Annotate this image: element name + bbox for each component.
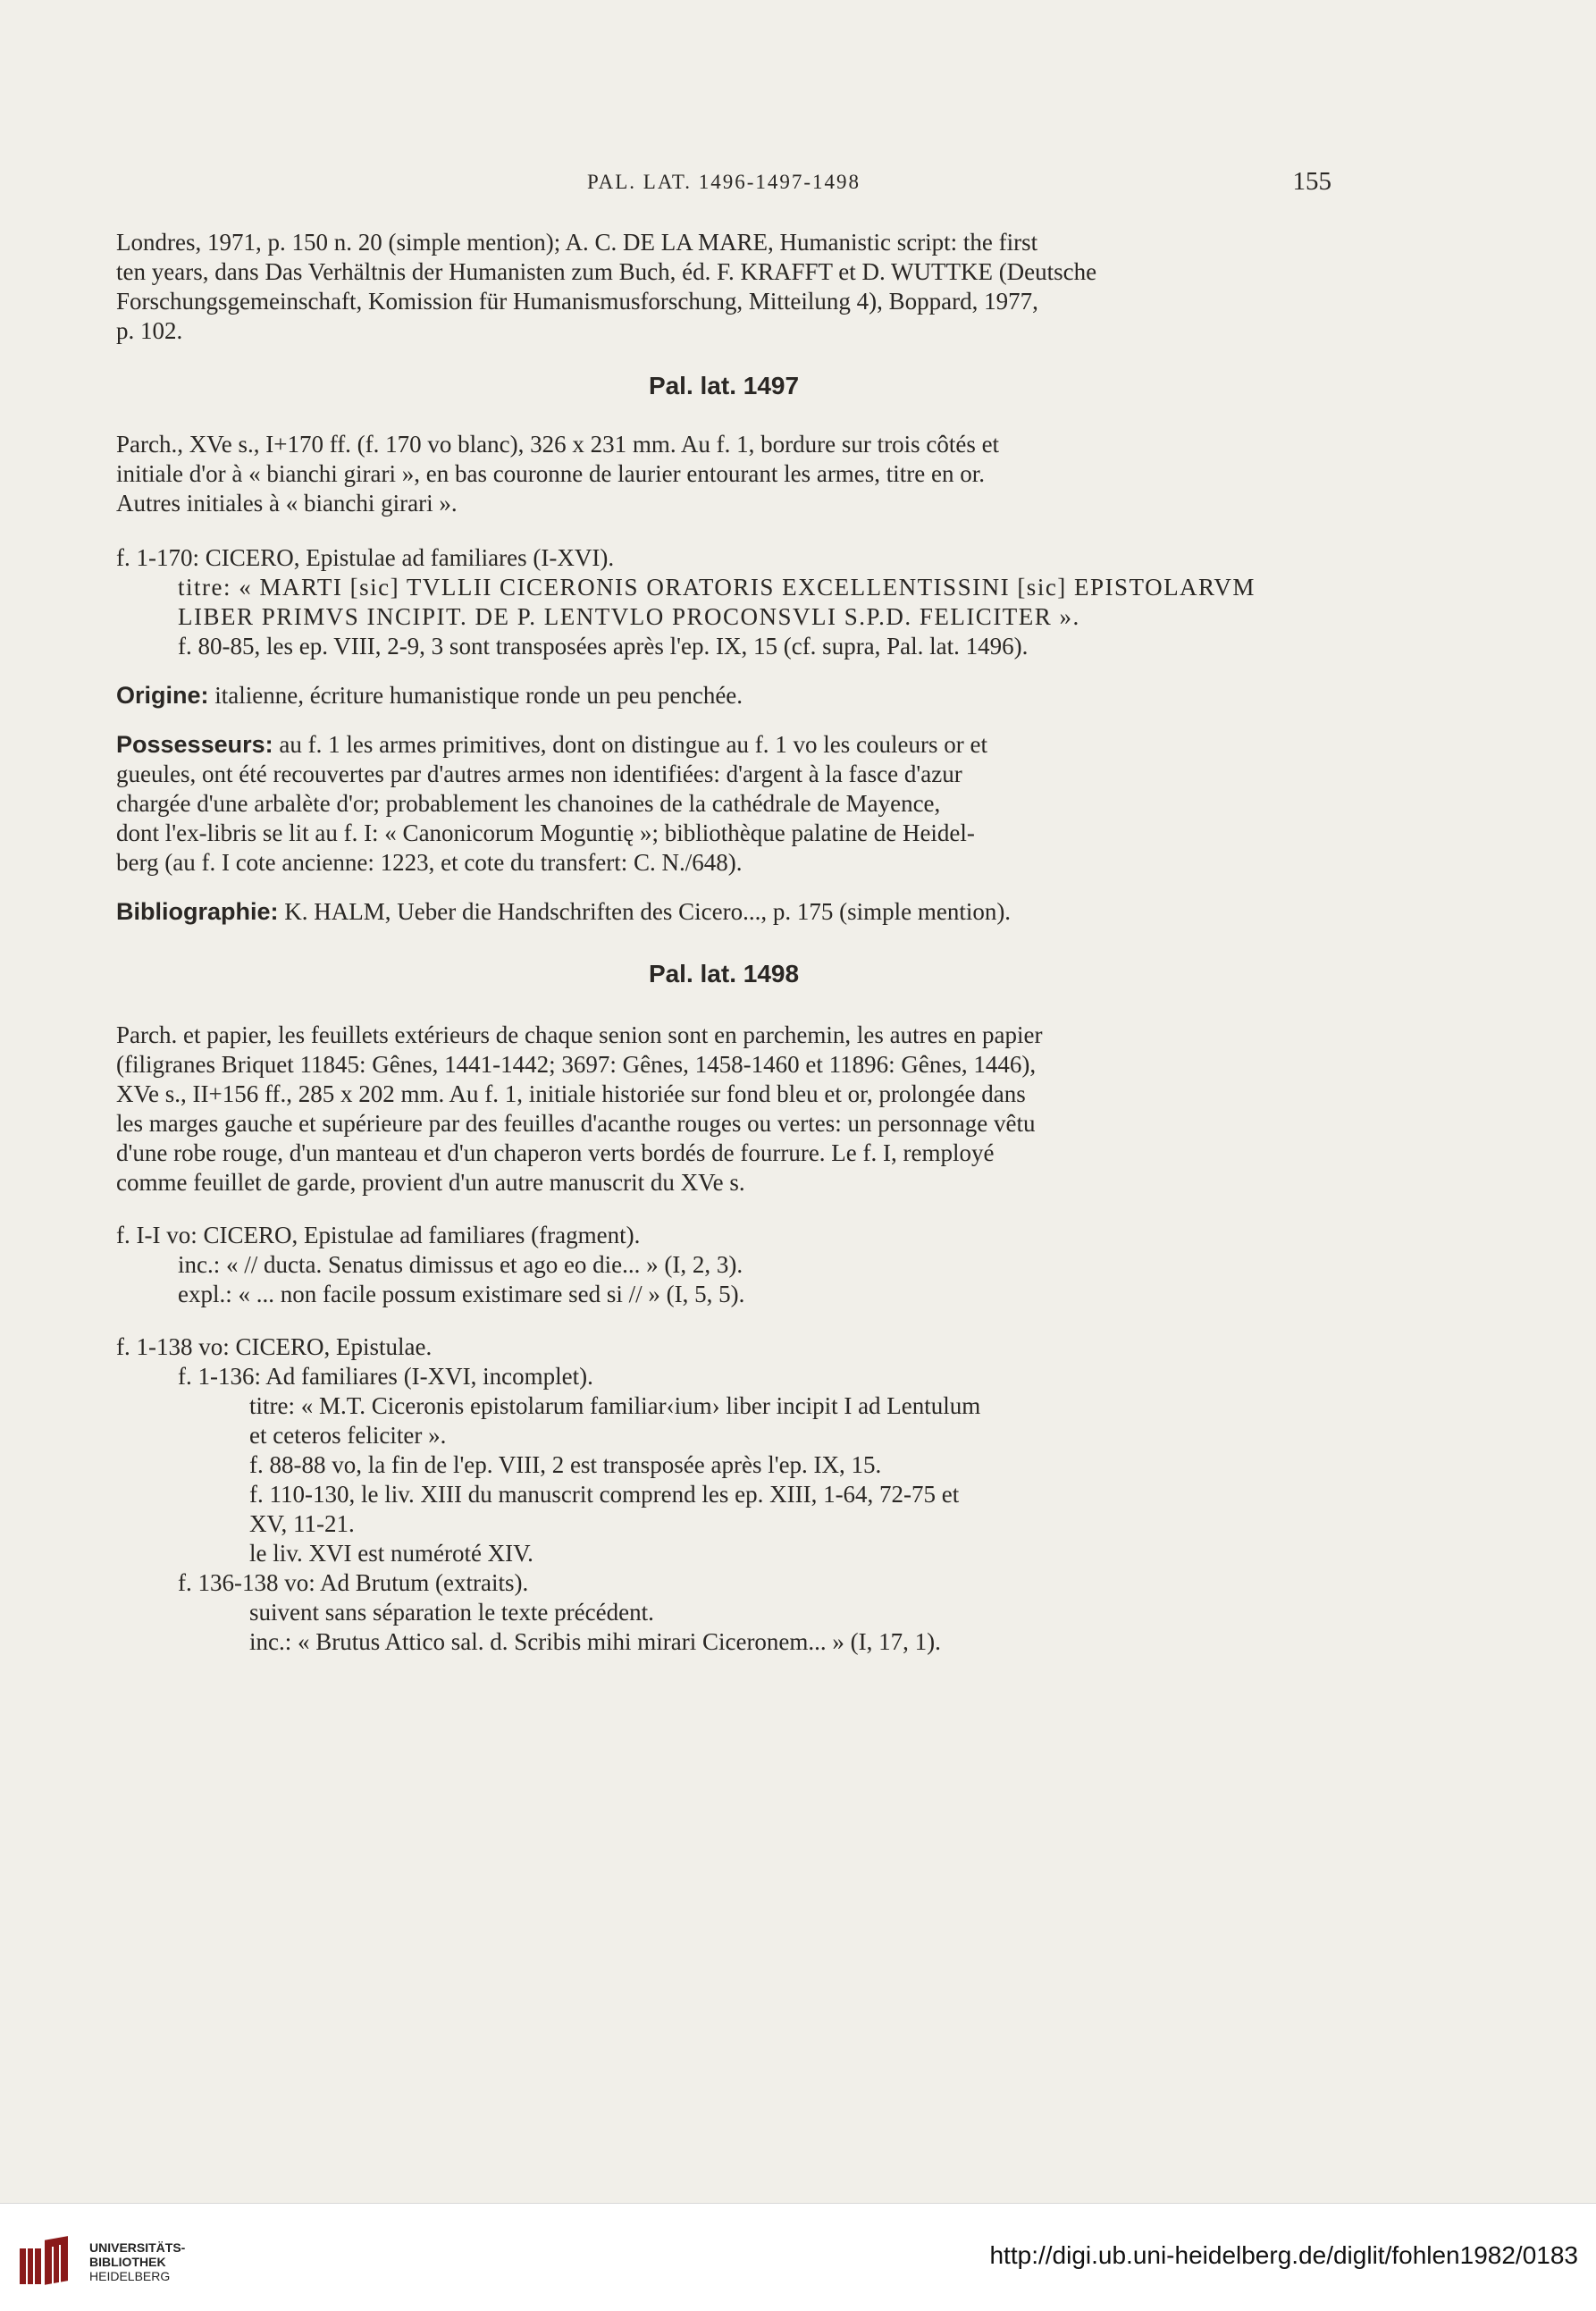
desc-line: d'une robe rouge, d'un manteau et d'un chaperon verts bordés de fourrure. Le f. I, remployé xyxy=(116,1139,995,1166)
content-1497 xyxy=(116,543,1331,661)
content-line: f. 136-138 vo: Ad Brutum (extraits). xyxy=(178,1569,529,1596)
possesseurs-line: berg (au f. I cote ancienne: 1223, et cote du transfert: C. N./648). xyxy=(116,849,743,876)
desc-line: les marges gauche et supérieure par des feuilles d'acanthe rouges ou vertes: un personnage vêtu xyxy=(116,1110,1036,1137)
content-line: inc.: « Brutus Attico sal. d. Scribis mihi mirari Ciceronem... » (I, 17, 1). xyxy=(249,1628,941,1655)
possesseurs-line: au f. 1 les armes primitives, dont on distingue au f. 1 vo les couleurs or et xyxy=(273,731,987,758)
desc-line: Parch., XVe s., I+170 ff. (f. 170 vo blanc), 326 x 231 mm. Au f. 1, bordure sur trois côtés et xyxy=(116,431,1000,458)
bibliographie-text: K. HALM, Ueber die Handschriften des Cicero..., p. 175 (simple mention). xyxy=(278,898,1012,925)
content-line: titre: « MARTI [sic] TVLLII CICERONIS ORATORIS EXCELLENTISSINI [sic] EPISTOLARVM xyxy=(178,574,1256,601)
content-line: XV, 11-21. xyxy=(249,1510,355,1537)
section-title-1497: Pal. lat. 1497 xyxy=(648,372,800,399)
origine-label: Origine: xyxy=(116,682,209,709)
bibliographie-paragraph xyxy=(116,897,1331,927)
library-logo-icon xyxy=(18,2236,71,2290)
content-line: LIBER PRIMVS INCIPIT. DE P. LENTVLO PROCONSVLI S.P.D. FELICITER ». xyxy=(178,603,1080,630)
desc-1498 xyxy=(116,1021,1331,1198)
possesseurs-line: chargée d'une arbalète d'or; probablement les chanoines de la cathédrale de Mayence, xyxy=(116,790,941,817)
content-line: f. 1-170: CICERO, Epistulae ad familiares (I-XVI). xyxy=(116,544,615,571)
page-body xyxy=(116,228,1331,1657)
desc-line: comme feuillet de garde, provient d'un autre manuscrit du XVe s. xyxy=(116,1169,745,1196)
intro-line: Forschungsgemeinschaft, Komission für Humanismusforschung, Mitteilung 4), Boppard, 1977, xyxy=(116,288,1038,315)
content-line: titre: « M.T. Ciceronis epistolarum familiar‹ium› liber incipit I ad Lentulum xyxy=(249,1392,981,1419)
logo-line: HEIDELBERG xyxy=(89,2269,171,2283)
permalink-url[interactable]: http://digi.ub.uni-heidelberg.de/diglit/fohlen1982/0183 xyxy=(989,2241,1578,2269)
desc-1497 xyxy=(116,430,1331,518)
content-line: f. 1-136: Ad familiares (I-XVI, incomplet). xyxy=(178,1363,593,1390)
intro-line: p. 102. xyxy=(116,317,183,344)
content-line: le liv. XVI est numéroté XIV. xyxy=(249,1540,533,1567)
page-header xyxy=(116,167,1331,203)
section-title-1498: Pal. lat. 1498 xyxy=(648,960,800,987)
desc-line: Parch. et papier, les feuillets extérieurs de chaque senion sont en parchemin, les autres en papier xyxy=(116,1021,1043,1048)
content-1498-epistulae xyxy=(116,1332,1331,1657)
content-line: expl.: « ... non facile possum existimare sed si // » (I, 5, 5). xyxy=(178,1281,745,1307)
content-line: et ceteros feliciter ». xyxy=(249,1422,447,1449)
logo-line: BIBLIOTHEK xyxy=(89,2255,166,2269)
intro-line: Londres, 1971, p. 150 n. 20 (simple mention); A. C. DE LA MARE, Humanistic script: the first xyxy=(116,229,1038,256)
desc-line: initiale d'or à « bianchi girari », en bas couronne de laurier entourant les armes, titre en or. xyxy=(116,460,986,487)
desc-line: Autres initiales à « bianchi girari ». xyxy=(116,490,458,517)
possesseurs-paragraph xyxy=(116,730,1331,878)
running-head: PAL. LAT. 1496-1497-1498 xyxy=(586,171,861,193)
origine-text: italienne, écriture humanistique ronde un peu penchée. xyxy=(208,682,743,709)
logo-line: UNIVERSITÄTS- xyxy=(89,2240,186,2255)
content-line: f. 88-88 vo, la fin de l'ep. VIII, 2 est transposée après l'ep. IX, 15. xyxy=(249,1451,882,1478)
content-line: suivent sans séparation le texte précédent. xyxy=(249,1599,654,1626)
content-line: f. 110-130, le liv. XIII du manuscrit comprend les ep. XIII, 1-64, 72-75 et xyxy=(249,1481,960,1508)
origine-paragraph xyxy=(116,681,1331,710)
possesseurs-label: Possesseurs: xyxy=(116,731,273,758)
content-line: f. 1-138 vo: CICERO, Epistulae. xyxy=(116,1333,433,1360)
content-1498-fragment xyxy=(116,1221,1331,1309)
desc-line: XVe s., II+156 ff., 285 x 202 mm. Au f. 1, initiale historiée sur fond bleu et or, prolongée dans xyxy=(116,1080,1026,1107)
possesseurs-line: gueules, ont été recouvertes par d'autres armes non identifiées: d'argent à la fasce d'azur xyxy=(116,761,962,787)
content-line: f. 80-85, les ep. VIII, 2-9, 3 sont transposées après l'ep. IX, 15 (cf. supra, Pal. lat. 1496). xyxy=(178,633,1029,660)
content-line: f. I-I vo: CICERO, Epistulae ad familiares (fragment). xyxy=(116,1222,641,1248)
possesseurs-line: dont l'ex-libris se lit au f. I: « Canonicorum Moguntię »; bibliothèque palatine de Heidel- xyxy=(116,819,975,846)
intro-paragraph xyxy=(116,228,1331,346)
viewer-footer xyxy=(0,2203,1596,2311)
intro-line: ten years, dans Das Verhältnis der Humanisten zum Buch, éd. F. KRAFFT et D. WUTTKE (Deutsche xyxy=(116,258,1097,285)
content-line: inc.: « // ducta. Senatus dimissus et ago eo die... » (I, 2, 3). xyxy=(178,1251,743,1278)
bibliographie-label: Bibliographie: xyxy=(116,898,279,925)
page-number: 155 xyxy=(1292,167,1331,196)
library-logo-text xyxy=(89,2240,185,2283)
desc-line: (filigranes Briquet 11845: Gênes, 1441-1442; 3697: Gênes, 1458-1460 et 11896: Gênes, 1446), xyxy=(116,1051,1037,1078)
